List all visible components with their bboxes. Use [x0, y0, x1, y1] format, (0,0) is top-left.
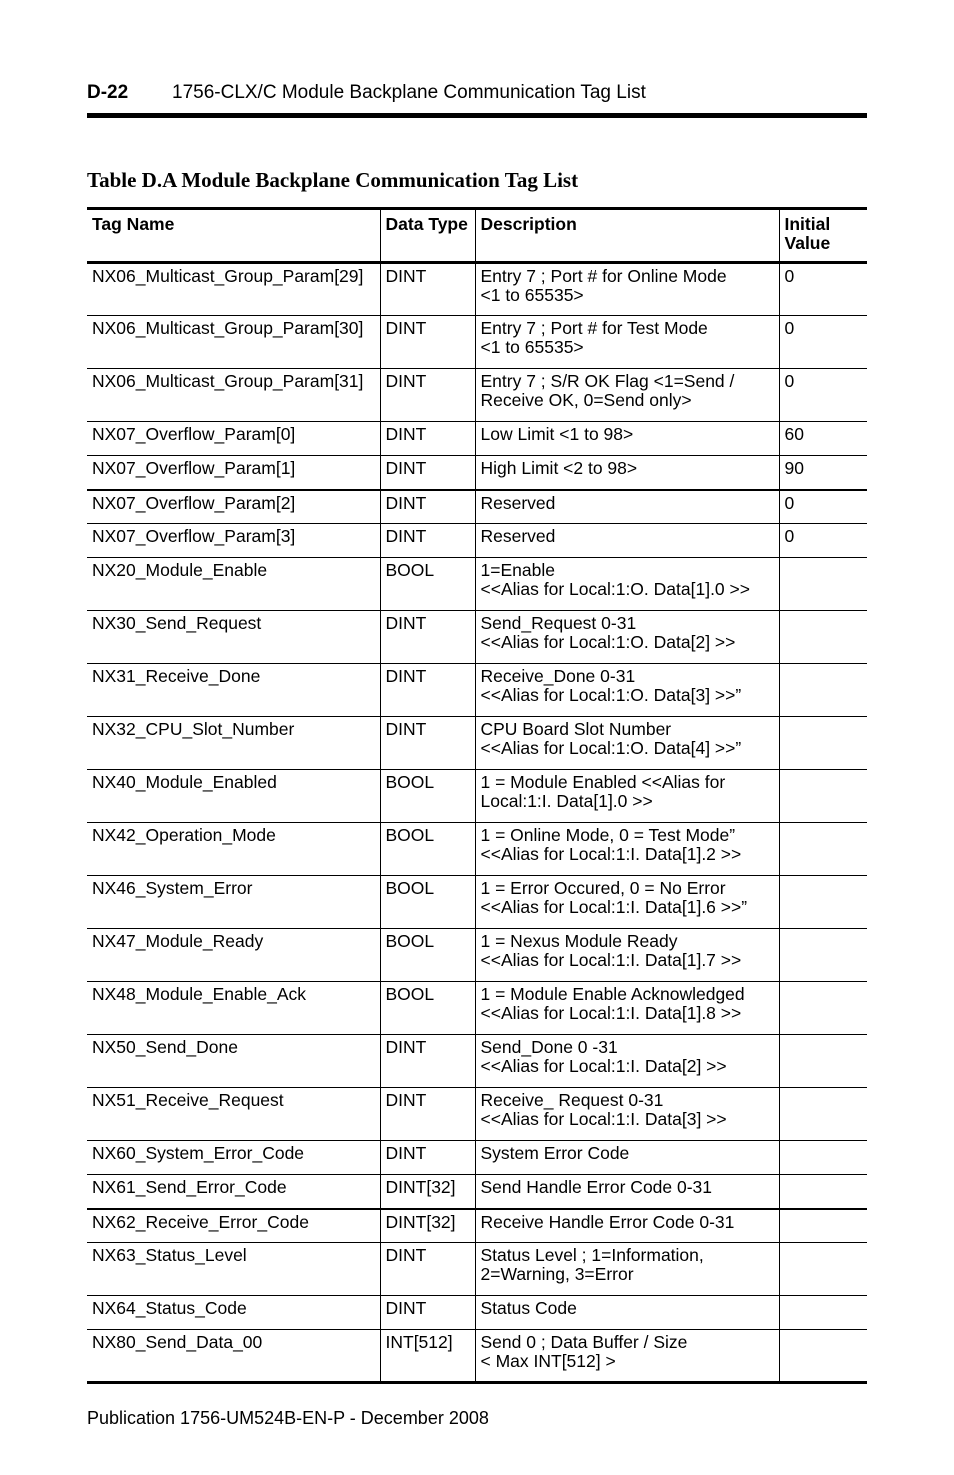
description-cell	[475, 770, 779, 823]
header-rule	[87, 113, 867, 118]
table-row	[87, 456, 867, 490]
tag-name-cell: NX07_Overflow_Param[3]	[87, 524, 380, 558]
data-type-cell: BOOL	[380, 558, 475, 611]
description-line: <<Alias for Local:1:O. Data[4] >>”	[480, 738, 742, 758]
description-line: Status Level ; 1=Information,	[480, 1245, 704, 1265]
table-body	[87, 263, 867, 1383]
description-line: <<Alias for Local:1:O. Data[3] >>”	[480, 685, 742, 705]
description-line: 1 = Error Occured, 0 = No Error	[480, 878, 726, 898]
table-row	[87, 490, 867, 524]
initial-value-cell	[779, 823, 867, 876]
description-cell	[475, 263, 779, 316]
description-cell	[475, 422, 779, 456]
tag-name-cell: NX51_Receive_Request	[87, 1088, 380, 1141]
table-row	[87, 524, 867, 558]
initial-value-cell: 0	[779, 490, 867, 524]
data-type-cell: BOOL	[380, 823, 475, 876]
tag-name-cell: NX07_Overflow_Param[0]	[87, 422, 380, 456]
table-row	[87, 1296, 867, 1330]
data-type-cell: BOOL	[380, 876, 475, 929]
tag-name-cell: NX20_Module_Enable	[87, 558, 380, 611]
data-type-cell: DINT	[380, 490, 475, 524]
tag-list-table	[87, 207, 867, 1384]
tag-name-cell: NX06_Multicast_Group_Param[30]	[87, 316, 380, 369]
column-header-description: Description	[475, 209, 779, 263]
table-row	[87, 717, 867, 770]
tag-name-cell: NX46_System_Error	[87, 876, 380, 929]
initial-value-cell: 0	[779, 316, 867, 369]
tag-name-cell: NX62_Receive_Error_Code	[87, 1209, 380, 1243]
description-line: <1 to 65535>	[480, 337, 584, 357]
initial-value-cell	[779, 1175, 867, 1209]
tag-name-cell: NX40_Module_Enabled	[87, 770, 380, 823]
description-cell	[475, 1243, 779, 1296]
description-line: <<Alias for Local:1:I. Data[3] >>	[480, 1109, 727, 1129]
table-row	[87, 770, 867, 823]
description-line: High Limit <2 to 98>	[480, 458, 638, 478]
tag-name-cell: NX32_CPU_Slot_Number	[87, 717, 380, 770]
initial-value-cell	[779, 1141, 867, 1175]
description-line: Send_Done 0 -31	[480, 1037, 618, 1057]
description-line: 1 = Module Enabled <<Alias for	[480, 772, 726, 792]
data-type-cell: DINT	[380, 1243, 475, 1296]
tag-name-cell: NX63_Status_Level	[87, 1243, 380, 1296]
description-line: <1 to 65535>	[480, 285, 584, 305]
description-line: Reserved	[480, 526, 556, 546]
tag-name-cell: NX61_Send_Error_Code	[87, 1175, 380, 1209]
data-type-cell: DINT	[380, 422, 475, 456]
description-line: Low Limit <1 to 98>	[480, 424, 634, 444]
table-row	[87, 558, 867, 611]
description-line: <<Alias for Local:1:I. Data[1].2 >>	[480, 844, 742, 864]
description-line: Local:1:I. Data[1].0 >>	[480, 791, 653, 811]
initial-value-cell	[779, 1243, 867, 1296]
description-cell	[475, 929, 779, 982]
initial-value-cell: 60	[779, 422, 867, 456]
tag-name-cell: NX07_Overflow_Param[2]	[87, 490, 380, 524]
table-row	[87, 876, 867, 929]
data-type-cell: BOOL	[380, 770, 475, 823]
table-caption: Table D.A Module Backplane Communication Tag List	[87, 168, 579, 192]
data-type-cell: DINT	[380, 456, 475, 490]
initial-value-cell	[779, 1209, 867, 1243]
description-cell	[475, 1035, 779, 1088]
description-cell	[475, 558, 779, 611]
tag-name-cell: NX80_Send_Data_00	[87, 1330, 380, 1383]
initial-value-cell	[779, 770, 867, 823]
tag-name-cell: NX60_System_Error_Code	[87, 1141, 380, 1175]
initial-value-cell: 0	[779, 524, 867, 558]
data-type-cell: DINT	[380, 263, 475, 316]
description-cell	[475, 490, 779, 524]
description-line: 1 = Module Enable Acknowledged	[480, 984, 745, 1004]
column-header-line: Type	[428, 214, 468, 234]
description-cell	[475, 876, 779, 929]
table-row	[87, 422, 867, 456]
tag-name-cell: NX30_Send_Request	[87, 611, 380, 664]
header-title: 1756-CLX/C Module Backplane Communication Tag List	[172, 82, 646, 103]
initial-value-cell	[779, 1088, 867, 1141]
tag-name-cell: NX31_Receive_Done	[87, 664, 380, 717]
description-cell	[475, 1330, 779, 1383]
initial-value-cell	[779, 1296, 867, 1330]
table-row	[87, 611, 867, 664]
data-type-cell: DINT[32]	[380, 1175, 475, 1209]
description-line: CPU Board Slot Number	[480, 719, 672, 739]
table-row	[87, 1330, 867, 1383]
table-row	[87, 1141, 867, 1175]
data-type-cell: BOOL	[380, 982, 475, 1035]
description-cell	[475, 1175, 779, 1209]
table-header-row	[87, 209, 867, 263]
column-header-initial-value	[779, 209, 867, 263]
description-cell	[475, 1088, 779, 1141]
description-line: 1 = Nexus Module Ready	[480, 931, 678, 951]
description-line: Entry 7 ; Port # for Test Mode	[480, 318, 708, 338]
description-cell	[475, 316, 779, 369]
description-line: 1=Enable	[480, 560, 555, 580]
data-type-cell: DINT	[380, 717, 475, 770]
description-line: 2=Warning, 3=Error	[480, 1264, 634, 1284]
tag-name-cell: NX64_Status_Code	[87, 1296, 380, 1330]
description-line: Status Code	[480, 1298, 577, 1318]
initial-value-cell: 0	[779, 369, 867, 422]
description-line: Send Handle Error Code 0-31	[480, 1177, 713, 1197]
description-line: Send_Request 0-31	[480, 613, 637, 633]
initial-value-cell	[779, 717, 867, 770]
table-row	[87, 1209, 867, 1243]
initial-value-cell	[779, 876, 867, 929]
table-row	[87, 929, 867, 982]
tag-name-cell: NX47_Module_Ready	[87, 929, 380, 982]
page-number: D-22	[87, 82, 129, 103]
description-line: Entry 7 ; S/R OK Flag <1=Send /	[480, 371, 735, 391]
description-line: Receive Handle Error Code 0-31	[480, 1211, 735, 1232]
description-line: <<Alias for Local:1:O. Data[1].0 >>	[480, 579, 750, 599]
data-type-cell: DINT	[380, 316, 475, 369]
data-type-cell: DINT	[380, 1088, 475, 1141]
column-header-line: Data	[385, 214, 424, 234]
table-row	[87, 1243, 867, 1296]
tag-name-cell: NX07_Overflow_Param[1]	[87, 456, 380, 490]
data-type-cell: DINT	[380, 1296, 475, 1330]
table-row	[87, 369, 867, 422]
data-type-cell: INT[512]	[380, 1330, 475, 1383]
description-line: Receive_Done 0-31	[480, 666, 636, 686]
description-cell	[475, 611, 779, 664]
description-cell	[475, 717, 779, 770]
table-row	[87, 823, 867, 876]
description-line: <<Alias for Local:1:I. Data[2] >>	[480, 1056, 727, 1076]
column-header-line: Initial	[784, 214, 831, 234]
description-line: Entry 7 ; Port # for Online Mode	[480, 266, 727, 286]
description-line: Send 0 ; Data Buffer / Size	[480, 1332, 688, 1352]
table-row	[87, 1035, 867, 1088]
description-cell	[475, 1209, 779, 1243]
page-header	[87, 82, 867, 106]
description-line: <<Alias for Local:1:I. Data[1].6 >>”	[480, 897, 748, 917]
description-cell	[475, 1141, 779, 1175]
table-row	[87, 664, 867, 717]
page-footer: Publication 1756-UM524B-EN-P - December 2008	[87, 1408, 489, 1428]
data-type-cell: DINT	[380, 664, 475, 717]
table-row	[87, 982, 867, 1035]
description-line: <<Alias for Local:1:O. Data[2] >>	[480, 632, 736, 652]
data-type-cell: BOOL	[380, 929, 475, 982]
data-type-cell: DINT	[380, 1141, 475, 1175]
tag-name-cell: NX06_Multicast_Group_Param[31]	[87, 369, 380, 422]
data-type-cell: DINT	[380, 369, 475, 422]
column-header-line: Value	[784, 233, 831, 253]
data-type-cell: DINT[32]	[380, 1209, 475, 1243]
table-row	[87, 1175, 867, 1209]
initial-value-cell: 90	[779, 456, 867, 490]
initial-value-cell	[779, 664, 867, 717]
initial-value-cell	[779, 1035, 867, 1088]
initial-value-cell	[779, 1330, 867, 1383]
tag-name-cell: NX42_Operation_Mode	[87, 823, 380, 876]
description-line: < Max INT[512] >	[480, 1351, 616, 1371]
description-cell	[475, 524, 779, 558]
table-row	[87, 316, 867, 369]
data-type-cell: DINT	[380, 1035, 475, 1088]
description-line: Receive OK, 0=Send only>	[480, 390, 692, 410]
data-type-cell: DINT	[380, 611, 475, 664]
description-cell	[475, 369, 779, 422]
description-line: <<Alias for Local:1:I. Data[1].7 >>	[480, 950, 742, 970]
description-line: System Error Code	[480, 1143, 630, 1163]
description-cell	[475, 823, 779, 876]
tag-name-cell: NX48_Module_Enable_Ack	[87, 982, 380, 1035]
column-header-tag-name: Tag Name	[87, 209, 380, 263]
tag-name-cell: NX50_Send_Done	[87, 1035, 380, 1088]
description-cell	[475, 664, 779, 717]
description-line: Receive_ Request 0-31	[480, 1090, 664, 1110]
description-line: Reserved	[480, 492, 556, 513]
tag-name-cell: NX06_Multicast_Group_Param[29]	[87, 263, 380, 316]
table-row	[87, 1088, 867, 1141]
initial-value-cell	[779, 558, 867, 611]
data-type-cell: DINT	[380, 524, 475, 558]
initial-value-cell	[779, 929, 867, 982]
column-header-data-type	[380, 209, 475, 263]
description-cell	[475, 456, 779, 490]
initial-value-cell	[779, 982, 867, 1035]
description-cell	[475, 982, 779, 1035]
description-cell	[475, 1296, 779, 1330]
initial-value-cell	[779, 611, 867, 664]
table-row	[87, 263, 867, 316]
description-line: 1 = Online Mode, 0 = Test Mode”	[480, 825, 736, 845]
description-line: <<Alias for Local:1:I. Data[1].8 >>	[480, 1003, 742, 1023]
initial-value-cell: 0	[779, 263, 867, 316]
